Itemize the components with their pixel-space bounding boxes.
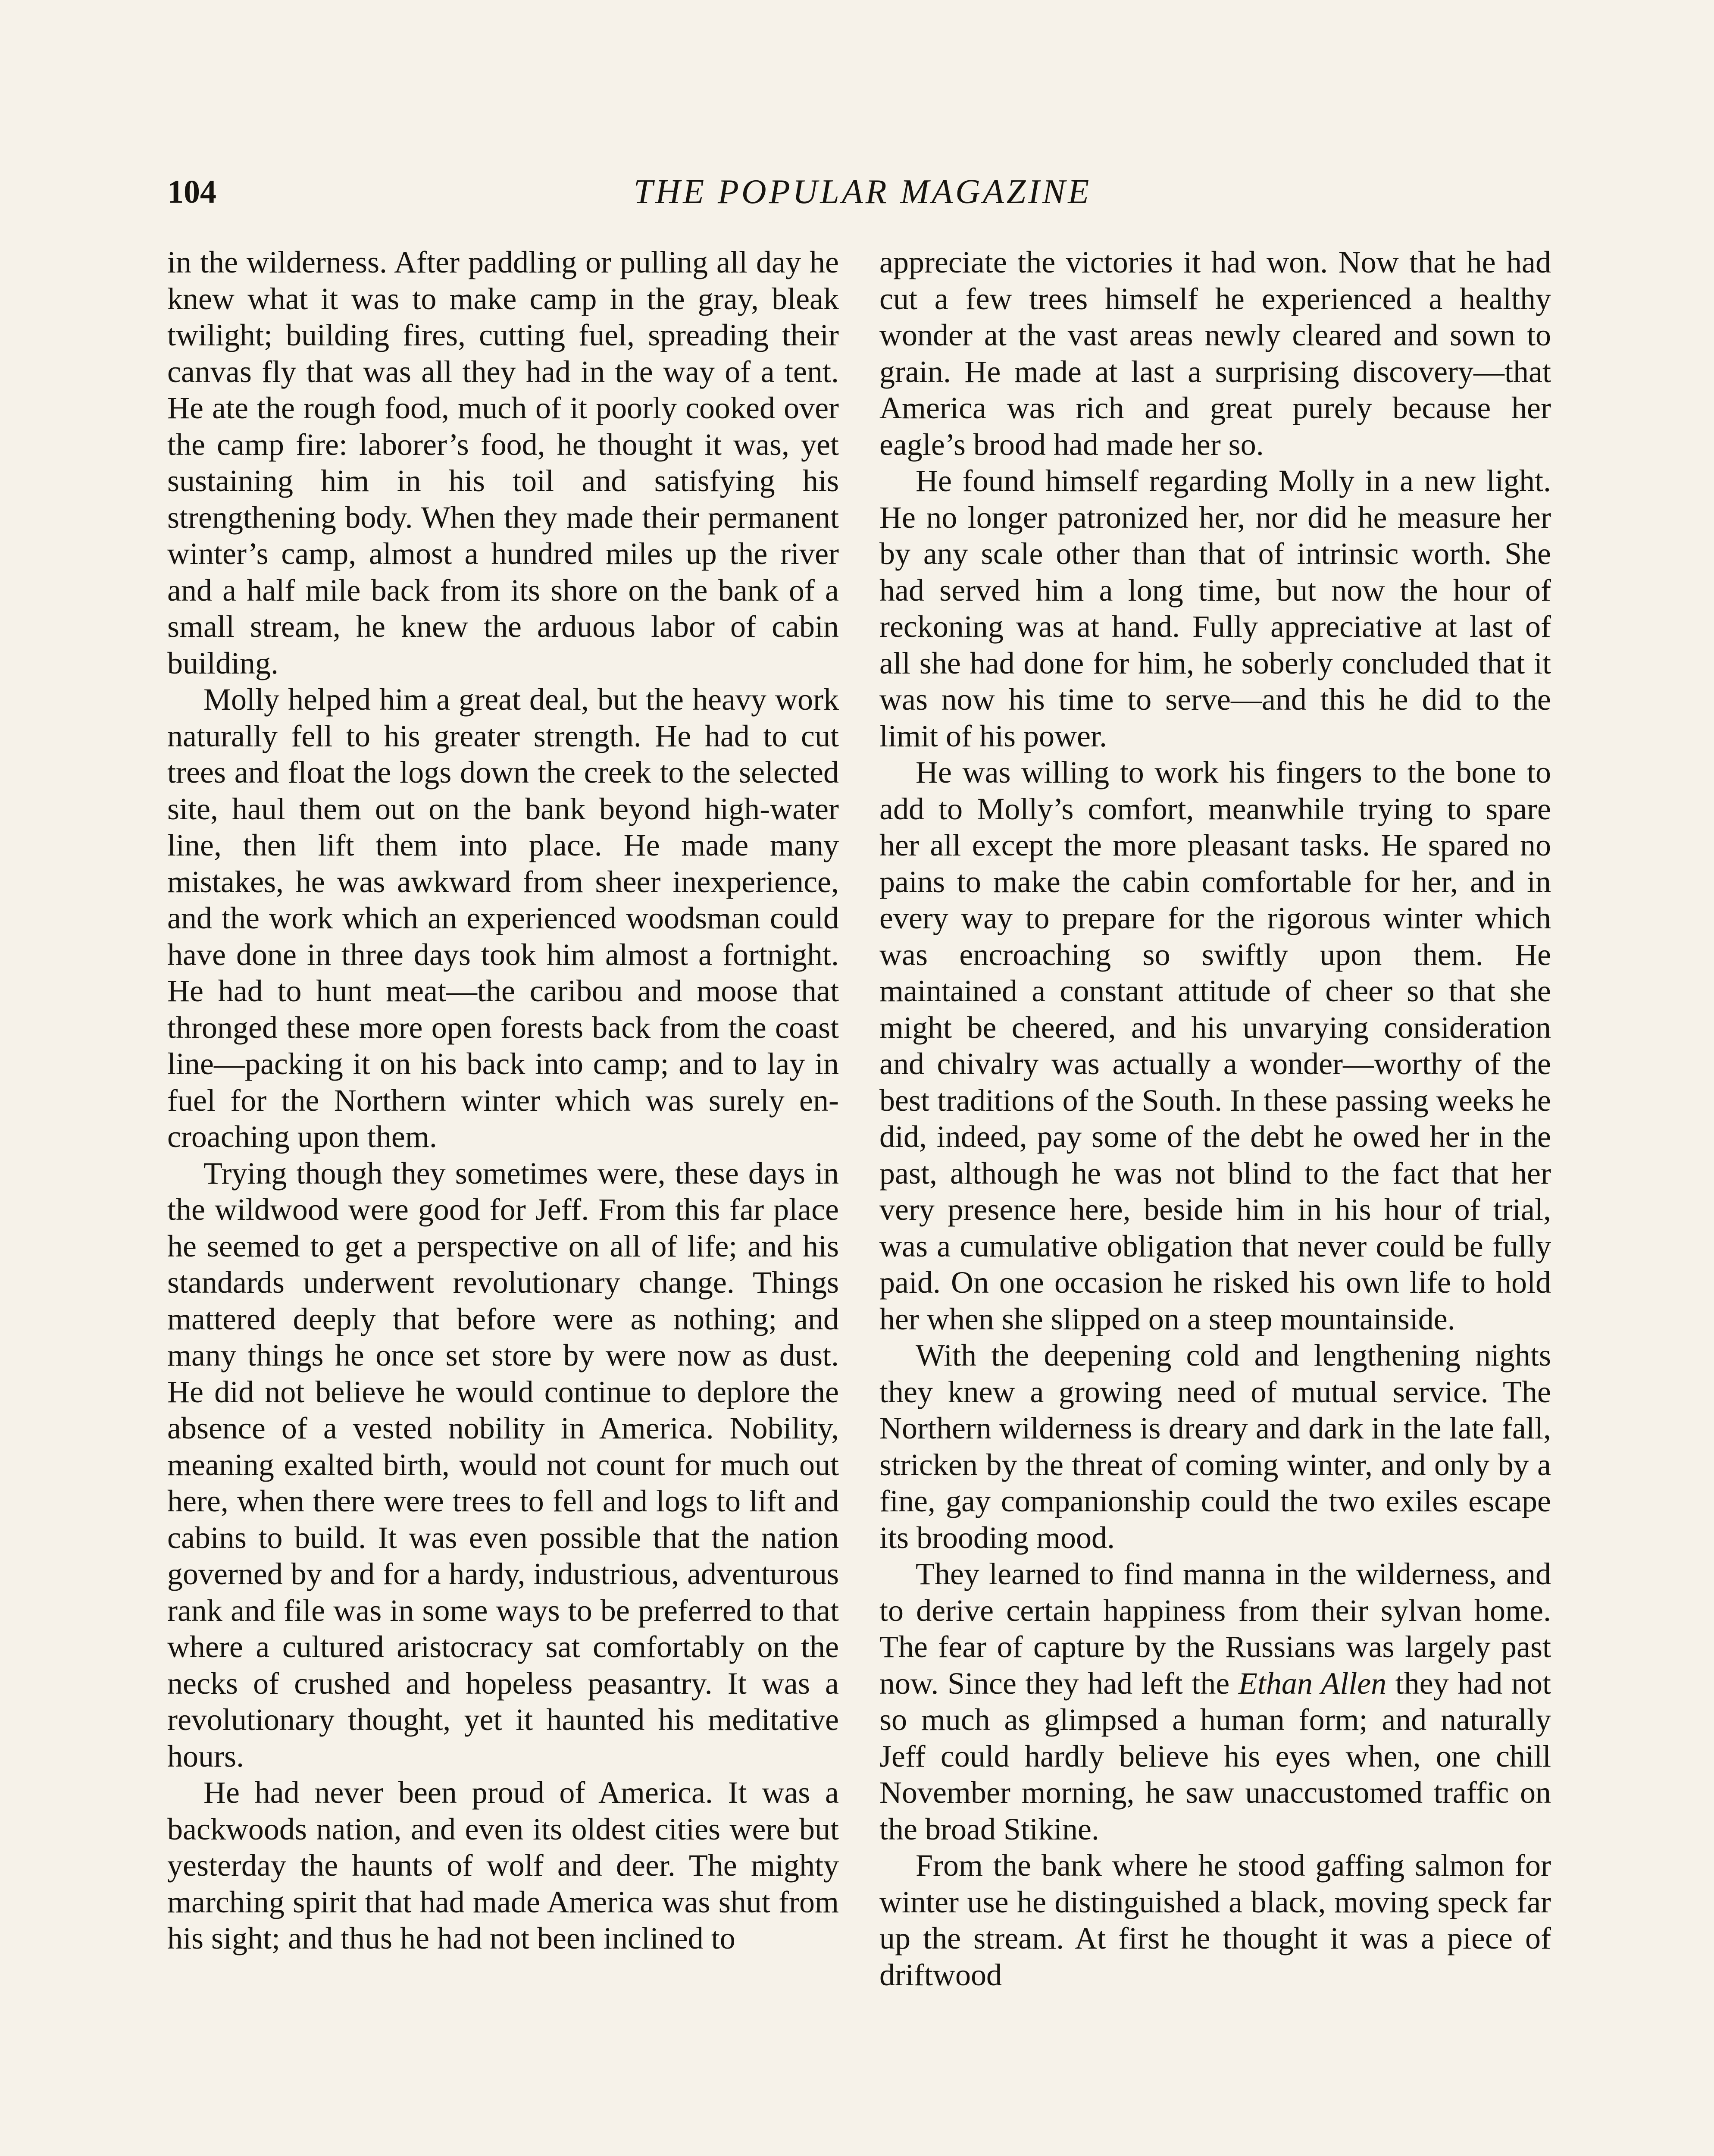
paragraph: appreciate the victories it had won. Now that he had cut a few trees himself he experienced a healthy wonder at the vast areas newly cleared and sown to grain. He made at last a surprising discovery—that America was rich and great purely because her eagle’s brood had made her so.: [879, 245, 1551, 462]
page-number: 104: [167, 174, 216, 210]
paragraph: Molly helped him a great deal, but the heavy work naturally fell to his greater strength. He had to cut trees and float the logs down the creek to the selected site, haul them out on the bank beyond high-water line, then lift them into place. He made many mistakes, he was awkward from sheer inexperience, and the work which an experienced woodsman could have done in three days took him almost a fortnight. He had to hunt meat—the caribou and moose that thronged these more open forests back from the coast line—packing it on his back into camp; and to lay in fuel for the Northern winter which was surely encroaching upon them.: [167, 682, 839, 1154]
running-title: THE POPULAR MAGAZINE: [633, 173, 1092, 211]
paragraph: Trying though they sometimes were, these days in the wildwood were good for Jeff. From this far place he seemed to get a perspective on all of life; and his standards underwent revolutionary change. Things mattered deeply that before were as nothing; and many things he once set store by were now as dust. He did not believe he would continue to deplore the absence of a vested nobility in America. Nobility, meaning exalted birth, would not count for much out here, when there were trees to fell and logs to lift and cabins to build. It was even possible that the nation governed by and for a hardy, industrious, adventurous rank and file was in some ways to be preferred to that where a cultured aristocracy sat comfortably on the necks of crushed and hopeless peasantry. It was a revolutionary thought, yet it haunted his meditative hours.: [167, 1156, 839, 1774]
right-column: [879, 244, 1551, 1993]
paragraph-text: they had not so much as glimpsed a human form; and naturally Jeff could hardly believe his eyes when, one chill November morning, he saw unaccustomed traffic on the broad Stikine.: [879, 1666, 1551, 1846]
paragraph: in the wilderness. After paddling or pulling all day he knew what it was to make camp in the gray, bleak twilight; building fires, cutting fuel, spreading their canvas fly that was all they had in the way of a tent. He ate the rough food, much of it poorly cooked over the camp fire: laborer’s food, he thought it was, yet sustaining him in his toil and satisfying his strengthening body. When they made their permanent winter’s camp, almost a hundred miles up the river and a half mile back from its shore on the bank of a small stream, he knew the arduous labor of cabin building.: [167, 245, 839, 680]
paragraph: He was willing to work his fingers to the bone to add to Molly’s comfort, meanwhile trying to spare her all except the more pleasant tasks. He spared no pains to make the cabin comfortable for her, and in every way to prepare for the rigorous winter which was encroaching so swiftly upon them. He maintained a constant attitude of cheer so that she might be cheered, and his unvarying consideration and chivalry was actually a wonder—worthy of the best traditions of the South. In these passing weeks he did, indeed, pay some of the debt he owed her in the past, although he was not blind to the fact that her very presence here, beside him in his hour of trial, was a cumulative obligation that never could be fully paid. On one occasion he risked his own life to hold her when she slipped on a steep mountainside.: [879, 755, 1551, 1336]
left-column: [167, 244, 839, 1957]
paragraph: He had never been proud of America. It was a backwoods nation, and even its oldest cities were but yesterday the haunts of wolf and deer. The mighty marching spirit that had made America was shut from his sight; and thus he had not been inclined to: [167, 1775, 839, 1955]
paragraph: [879, 1556, 1551, 1847]
paragraph-text: They learned to find manna in the wilderness, and to derive certain happiness from their sylvan home. The fear of capture by the Russians was largely past now. Since they had left the: [879, 1557, 1551, 1701]
ship-name: Ethan Allen: [1238, 1666, 1387, 1701]
paragraph: From the bank where he stood gaffing salmon for winter use he distinguished a black, moving speck far up the stream. At first he thought it was a piece of driftwood: [879, 1848, 1551, 1992]
page-header: [167, 168, 1558, 220]
paragraph: With the deepening cold and lengthening nights they knew a growing need of mutual service. The Northern wilderness is dreary and dark in the late fall, stricken by the threat of coming winter, and only by a fine, gay companionship could the two exiles escape its brooding mood.: [879, 1338, 1551, 1555]
paragraph: He found himself regarding Molly in a new light. He no longer patronized her, nor did he measure her by any scale other than that of intrinsic worth. She had served him a long time, but now the hour of reckoning was at hand. Fully appreciative at last of all she had done for him, he soberly concluded that it was now his time to serve—and this he did to the limit of his power.: [879, 464, 1551, 753]
